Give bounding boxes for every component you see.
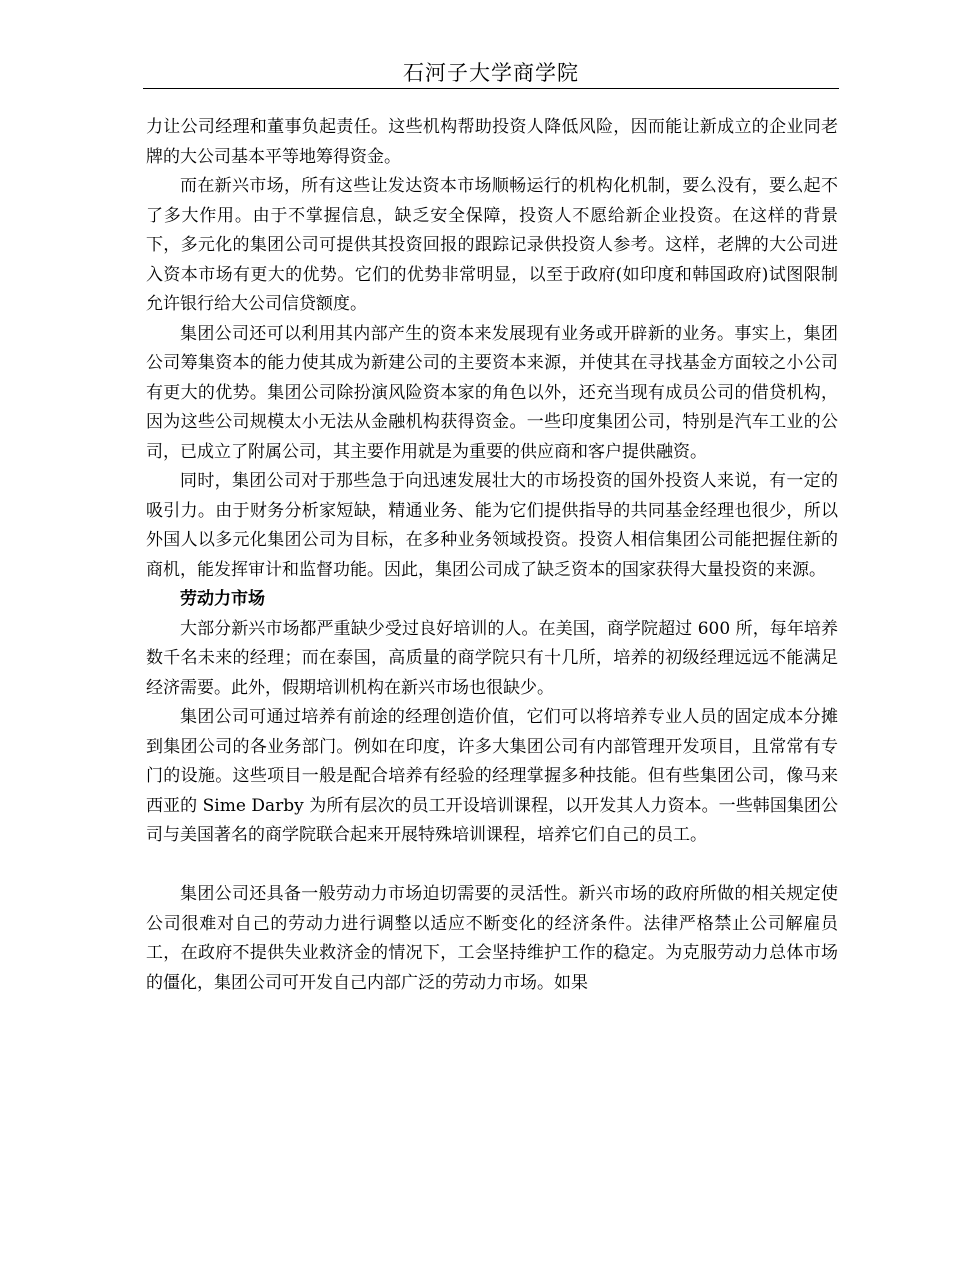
document-body: [146, 113, 838, 998]
paragraph-5: 大部分新兴市场都严重缺少受过良好培训的人。在美国，商学院超过 600 所，每年培养数千名未来的经理；而在泰国，高质量的商学院只有十几所，培养的初级经理远远不能满足经济需要。此外，假期培训机构在新兴市场也很缺少。: [146, 618, 838, 698]
page-header-title: 石河子大学商学院: [403, 61, 579, 85]
paragraph-4: 同时，集团公司对于那些急于向迅速发展壮大的市场投资的国外投资人来说，有一定的吸引力。由于财务分析家短缺，精通业务、能为它们提供指导的共同基金经理也很少，所以外国人以多元化集团公司为目标，在多种业务领域投资。投资人相信集团公司能把握住新的商机，能发挥审计和监督功能。因此，集团公司成了缺乏资本的国家获得大量投资的来源。: [146, 471, 838, 580]
paragraph-7: 集团公司还具备一般劳动力市场迫切需要的灵活性。新兴市场的政府所做的相关规定使公司很难对自己的劳动力进行调整以适应不断变化的经济条件。法律严格禁止公司解雇员工，在政府不提供失业救济金的情况下，工会坚持维护工作的稳定。为克服劳动力总体市场的僵化，集团公司可开发自己内部广泛的劳动力市场。如果: [146, 884, 838, 993]
header-divider: [143, 88, 839, 89]
paragraph-1: 力让公司经理和董事负起责任。这些机构帮助投资人降低风险，因而能让新成立的企业同老牌的大公司基本平等地筹得资金。: [146, 117, 838, 167]
paragraph-6: 集团公司可通过培养有前途的经理创造价值，它们可以将培养专业人员的固定成本分摊到集团公司的各业务部门。例如在印度，许多大集团公司有内部管理开发项目，且常常有专门的设施。这些项目一般是配合培养有经验的经理掌握多种技能。但有些集团公司，像马来西亚的 Sime Darby 为所有层次的员工开设培训课程，以开发其人力资本。一些韩国集团公司与美国著名的商学院联合起来开展特殊培训课程，培养它们自己的员工。: [146, 707, 838, 845]
paragraph-2: 而在新兴市场，所有这些让发达资本市场顺畅运行的机构化机制，要么没有，要么起不了多大作用。由于不掌握信息，缺乏安全保障，投资人不愿给新企业投资。在这样的背景下，多元化的集团公司可提供其投资回报的跟踪记录供投资人参考。这样，老牌的大公司进入资本市场有更大的优势。它们的优势非常明显，以至于政府(如印度和韩国政府)试图限制允许银行给大公司信贷额度。: [146, 176, 838, 314]
section-heading-labor-market: 劳动力市场: [180, 589, 265, 609]
paragraph-3: 集团公司还可以利用其内部产生的资本来发展现有业务或开辟新的业务。事实上，集团公司筹集资本的能力使其成为新建公司的主要资本来源，并使其在寻找基金方面较之小公司有更大的优势。集团公司除扮演风险资本家的角色以外，还充当现有成员公司的借贷机构，因为这些公司规模太小无法从金融机构获得资金。一些印度集团公司，特别是汽车工业的公司，已成立了附属公司，其主要作用就是为重要的供应商和客户提供融资。: [146, 323, 838, 462]
blank-line: [146, 851, 838, 881]
